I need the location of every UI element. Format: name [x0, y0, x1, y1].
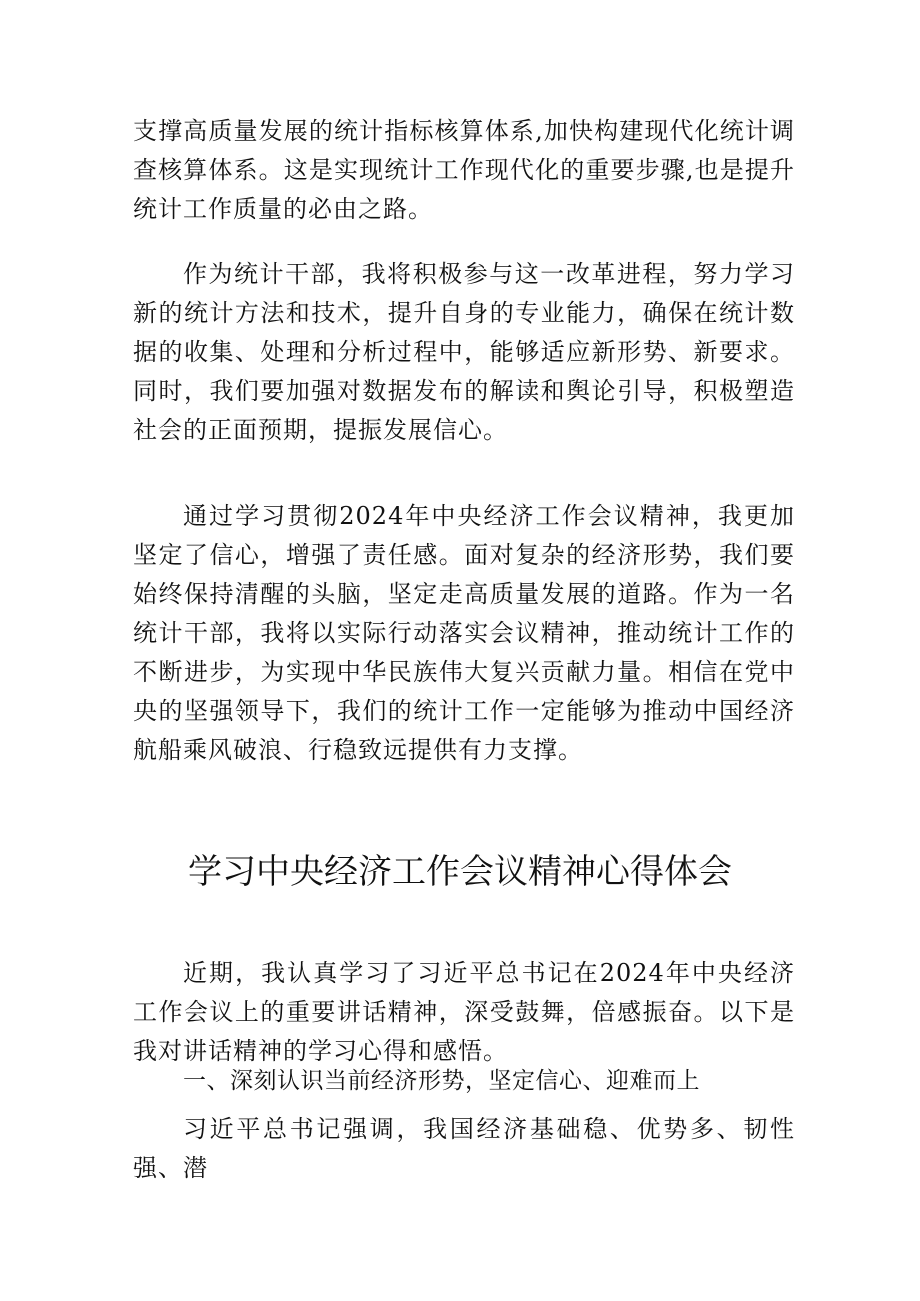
paragraph-statistics-cadre-reform: 作为统计干部，我将积极参与这一改革进程，努力学习新的统计方法和技术，提升自身的专业能力，确保在统计数据的收集、处理和分析过程中，能够适应新形势、新要求。同时，我们要加强对数据发布的解读和舆论引导，积极塑造社会的正面预期，提振发展信心。 [133, 260, 795, 444]
paragraph-continued-indicator-system: 支撑高质量发展的统计指标核算体系,加快构建现代化统计调查核算体系。这是实现统计工作现代化的重要步骤,也是提升统计工作质量的必由之路。 [133, 117, 795, 223]
paragraph-conference-spirit-confidence: 通过学习贯彻2024年中央经济工作会议精神，我更加坚定了信心，增强了责任感。面对复杂的经济形势，我们要始终保持清醒的头脑，坚定走高质量发展的道路。作为一名统计干部，我将以实际行动落实会议精神，推动统计工作的不断进步，为实现中华民族伟大复兴贡献力量。相信在党中央的坚强领导下，我们的统计工作一定能够为推动中国经济航船乘风破浪、行稳致远提供有力支撑。 [133, 502, 795, 764]
article-title: 学习中央经济工作会议精神心得体会 [188, 852, 732, 892]
paragraph-intro: 近期，我认真学习了习近平总书记在2024年中央经济工作会议上的重要讲话精神，深受鼓舞，倍感振奋。以下是我对讲话精神的学习心得和感悟。 [133, 959, 795, 1065]
section-heading-1: 一、深刻认识当前经济形势，坚定信心、迎难而上 [183, 1068, 700, 1094]
paragraph-section-1-body: 习近平总书记强调，我国经济基础稳、优势多、韧性强、潜 [133, 1115, 795, 1182]
